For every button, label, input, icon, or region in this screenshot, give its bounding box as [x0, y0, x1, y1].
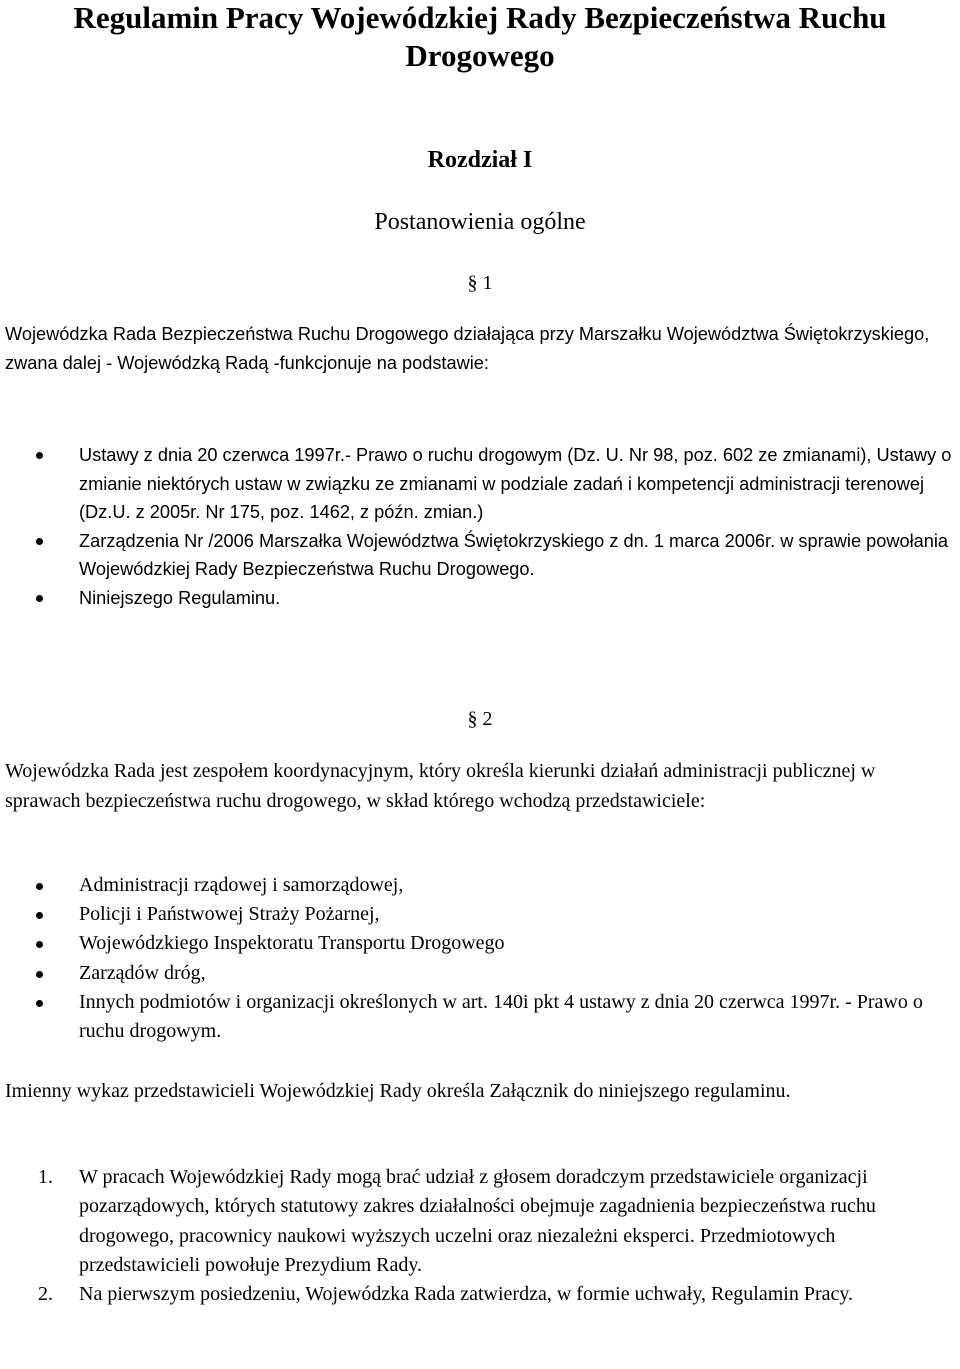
section-2-heading: § 2 [467, 708, 493, 730]
list-item [0, 441, 960, 527]
bullet-icon [36, 971, 43, 978]
bullet-icon [36, 538, 43, 545]
bullet-icon [36, 912, 43, 919]
numbered-item [0, 1163, 960, 1280]
bullet-icon [36, 1000, 43, 1007]
list-item [0, 584, 960, 613]
bullet-icon [36, 452, 43, 459]
numbered-item-text: W pracach Wojewódzkiej Rady mogą brać udział z głosem doradczym przedstawiciele organizacji pozarządowych, których statutowy zakres działalności obejmuje zagadnienia bezpieczeństwa ruchu drogowego, pracownicy naukowi wyższych uczelni oraz niezależni eksperci. Przedmiotowych przedstawicieli powołuje Prezydium Rady. [79, 1166, 876, 1276]
section-2-list [0, 871, 960, 1046]
section-1-intro: Wojewódzka Rada Bezpieczeństwa Ruchu Drogowego działająca przy Marszałku Województwa Świętokrzyskiego, zwana dalej - Wojewódzką Radą -funkcjonuje na podstawie: [5, 324, 930, 373]
list-item [0, 527, 960, 584]
list-item [0, 959, 960, 988]
numbered-item [0, 1280, 960, 1309]
section-2-numbered-list [0, 1163, 960, 1309]
list-item-text: Wojewódzkiego Inspektoratu Transportu Drogowego [79, 932, 505, 955]
document-title: Regulamin Pracy Wojewódzkiej Rady Bezpieczeństwa Ruchu Drogowego [73, 0, 887, 73]
list-item-text: Administracji rządowej i samorządowej, [79, 874, 404, 896]
item-number: 2. [38, 1283, 53, 1306]
section-2-intro: Wojewódzka Rada jest zespołem koordynacyjnym, który określa kierunki działań administracji publicznej w sprawach bezpieczeństwa ruchu drogowego, w skład którego wchodzą przedstawiciele: [5, 760, 876, 812]
list-item [0, 988, 960, 1046]
numbered-item-text: Na pierwszym posiedzeniu, Wojewódzka Rada zatwierdza, w formie uchwały, Regulamin Pracy. [79, 1283, 854, 1306]
list-item-text: Niniejszego Regulaminu. [79, 587, 281, 608]
list-item-text: Innych podmiotów i organizacji określonych w art. 140i pkt 4 ustawy z dnia 20 czerwca 1997r. - Prawo o ruchu drogowym. [79, 990, 923, 1043]
section-1-heading: § 1 [467, 272, 493, 294]
list-item [0, 871, 960, 900]
bullet-icon [36, 941, 43, 948]
list-item-text: Policji i Państwowej Straży Pożarnej, [79, 903, 380, 926]
list-item [0, 900, 960, 929]
bullet-icon [36, 595, 43, 602]
section-1-list [0, 441, 960, 612]
chapter-heading: Rozdział I [427, 147, 533, 173]
list-item-text: Zarządów dróg, [79, 961, 206, 984]
chapter-subtitle: Postanowienia ogólne [374, 209, 586, 235]
list-item [0, 929, 960, 958]
list-item-text: Ustawy z dnia 20 czerwca 1997r.- Prawo o ruchu drogowym (Dz. U. Nr 98, poz. 602 ze zmianami), Ustawy o zmianie niektórych ustaw w związku ze zmianami w podziale zadań i kompetencji administracji terenowej (Dz.U. z 2005r. Nr 175, poz. 1462, z późn. zmian.) [79, 445, 952, 522]
bullet-icon [36, 883, 43, 890]
list-item-text: Zarządzenia Nr /2006 Marszałka Województwa Świętokrzyskiego z dn. 1 marca 2006r. w sprawie powołania Wojewódzkiej Rady Bezpieczeństwa Ruchu Drogowego. [79, 530, 949, 579]
section-2-note: Imienny wykaz przedstawicieli Wojewódzkiej Rady określa Załącznik do niniejszego regulaminu. [5, 1080, 791, 1102]
item-number: 1. [38, 1166, 53, 1188]
